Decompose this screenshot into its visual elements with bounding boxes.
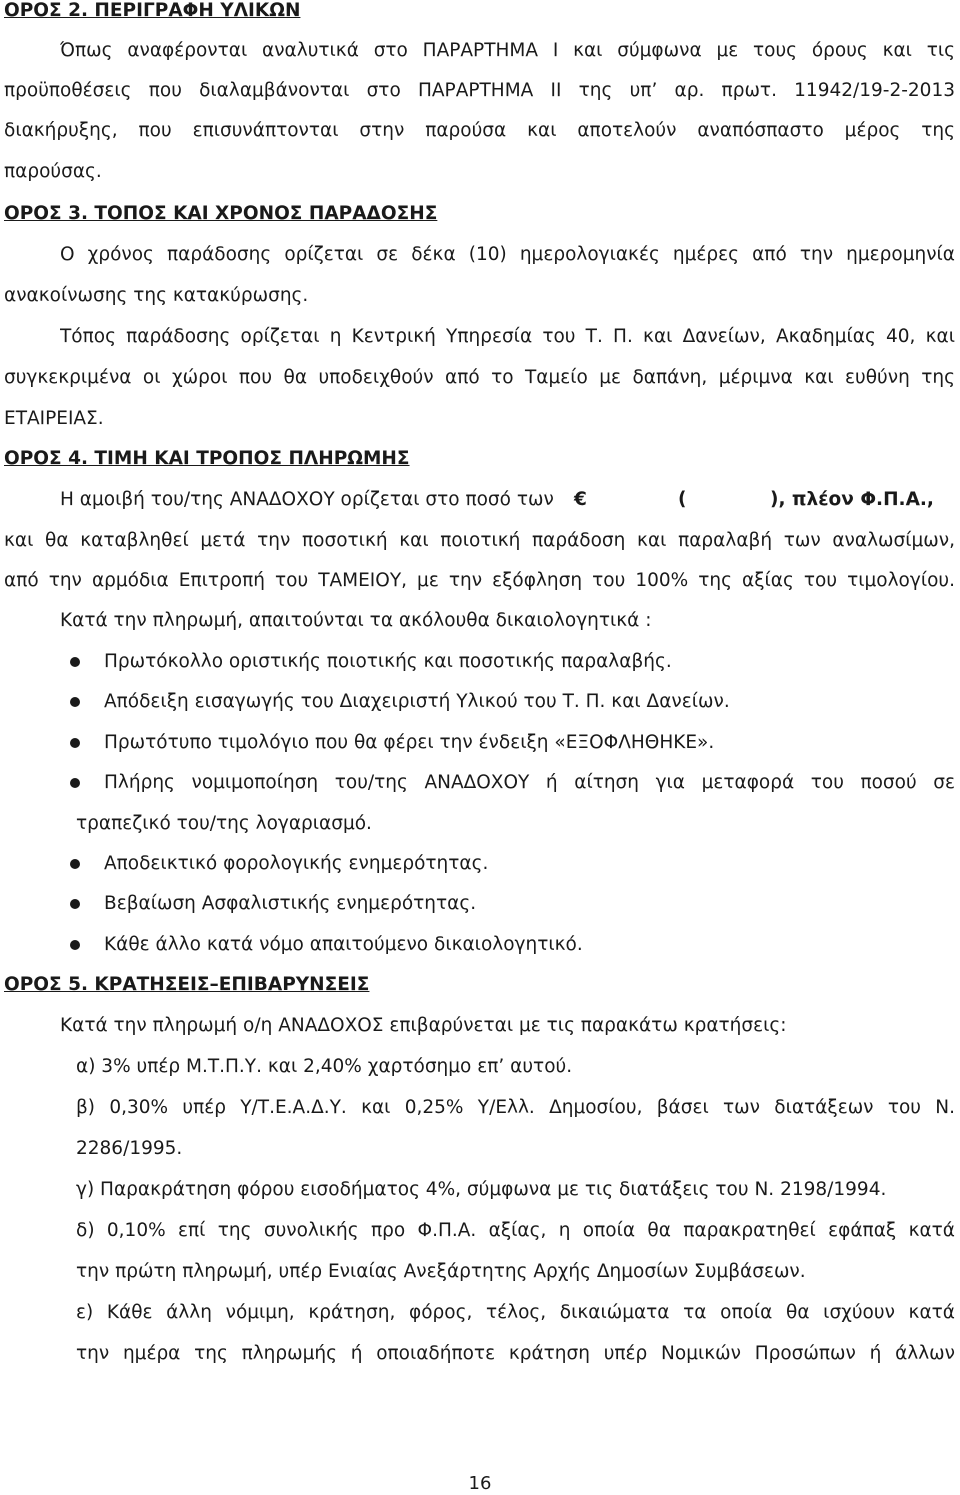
list-item-continuation: τραπεζικό του/της λογαριασμό. (76, 813, 372, 834)
bullet-dot (70, 738, 80, 748)
list-item-continuation: την πρώτη πληρωμή, υπέρ Ενιαίας Ανεξάρτητης Αρχής Δημοσίων Συμβάσεων. (76, 1261, 806, 1282)
currency-symbol: € (574, 489, 587, 510)
list-item: Κάθε άλλο κατά νόμο απαιτούμενο δικαιολογητικό. (104, 934, 583, 955)
paragraph-line: από την αρμόδια Επιτροπή του ΤΑΜΕΙΟΥ, με την εξόφληση του 100% της αξίας του τιμολογίου. (4, 570, 955, 591)
paragraph-line: Ο χρόνος παράδοσης ορίζεται σε δέκα (10) ημερολογιακές ημέρες από την ημερομηνία (60, 244, 955, 265)
list-item: δ) 0,10% επί της συνολικής προ Φ.Π.Α. αξίας, η οποία θα παρακρατηθεί εφάπαξ κατά (76, 1220, 955, 1241)
list-item-continuation: την ημέρα της πληρωμής ή οποιαδήποτε κράτηση υπέρ Νομικών Προσώπων ή άλλων (76, 1343, 955, 1364)
paragraph-line: παρούσας. (4, 161, 102, 182)
price-open-paren: ( (678, 489, 687, 510)
paragraph-line: και θα καταβληθεί μετά την ποσοτική και ποιοτική παράδοση και παραλαβή των αναλωσίμων, (4, 530, 955, 551)
list-item: Πλήρης νομιμοποίηση του/της ΑΝΑΔΟΧΟΥ ή αίτηση για μεταφορά του ποσού σε (104, 772, 955, 793)
list-item: γ) Παρακράτηση φόρου εισοδήματος 4%, σύμφωνα με τις διατάξεις του Ν. 2198/1994. (76, 1179, 887, 1200)
bullet-dot (70, 697, 80, 707)
list-item: α) 3% υπέρ Μ.Τ.Π.Υ. και 2,40% χαρτόσημο επ’ αυτού. (76, 1056, 573, 1077)
paragraph-line: συγκεκριμένα οι χώροι που θα υποδειχθούν από το Ταμείο με δαπάνη, μέριμνα και ευθύνη της (4, 367, 955, 388)
paragraph-line: Όπως αναφέρονται αναλυτικά στο ΠΑΡΑΡΤΗΜΑ Ι και σύμφωνα με τους όρους και τις (60, 40, 955, 61)
list-item: Πρωτόκολλο οριστικής ποιοτικής και ποσοτικής παραλαβής. (104, 651, 672, 672)
bullet-dot (70, 899, 80, 909)
paragraph-line: ΕΤΑΙΡΕΙΑΣ. (4, 408, 104, 429)
section-3-heading: ΟΡΟΣ 3. ΤΟΠΟΣ ΚΑΙ ΧΡΟΝΟΣ ΠΑΡΑΔΟΣΗΣ (4, 203, 438, 224)
list-item: Βεβαίωση Ασφαλιστικής ενημερότητας. (104, 893, 477, 914)
list-item-continuation: 2286/1995. (76, 1138, 183, 1159)
paragraph-line: διακήρυξης, που επισυνάπτονται στην παρούσα και αποτελούν αναπόσπαστο μέρος της (4, 120, 955, 141)
list-item: Αποδεικτικό φορολογικής ενημερότητας. (104, 853, 489, 874)
list-item: ε) Κάθε άλλη νόμιμη, κράτηση, φόρος, τέλος, δικαιώματα τα οποία θα ισχύουν κατά (76, 1302, 955, 1323)
bullet-dot (70, 657, 80, 667)
paragraph-line: ανακοίνωσης της κατακύρωσης. (4, 285, 309, 306)
page-number: 16 (468, 1473, 492, 1494)
price-prefix: Η αμοιβή του/της ΑΝΑΔΟΧΟΥ ορίζεται στο ποσό των (60, 489, 554, 510)
section-5-heading: ΟΡΟΣ 5. ΚΡΑΤΗΣΕΙΣ–ΕΠΙΒΑΡΥΝΣΕΙΣ (4, 974, 370, 995)
section-2-heading: ΟΡΟΣ 2. ΠΕΡΙΓΡΑΦΗ ΥΛΙΚΩΝ (4, 0, 301, 21)
paragraph-line: Κατά την πληρωμή, απαιτούνται τα ακόλουθα δικαιολογητικά : (60, 610, 652, 631)
bullet-dot (70, 778, 80, 788)
paragraph-line: προϋποθέσεις που διαλαμβάνονται στο ΠΑΡΑΡΤΗΜΑ ΙΙ της υπ’ αρ. πρωτ. 11942/19-2-2013 (4, 80, 955, 101)
price-suffix: ), πλέον Φ.Π.Α., (770, 489, 934, 510)
bullet-dot (70, 940, 80, 950)
list-item: β) 0,30% υπέρ Υ/Τ.Ε.Α.Δ.Υ. και 0,25% Υ/Ελλ. Δημοσίου, βάσει των διατάξεων του Ν. (76, 1097, 955, 1118)
list-item: Απόδειξη εισαγωγής του Διαχειριστή Υλικού του Τ. Π. και Δανείων. (104, 691, 730, 712)
paragraph-line: Τόπος παράδοσης ορίζεται η Κεντρική Υπηρεσία του Τ. Π. και Δανείων, Ακαδημίας 40, και (60, 326, 955, 347)
section-4-heading: ΟΡΟΣ 4. ΤΙΜΗ ΚΑΙ ΤΡΟΠΟΣ ΠΛΗΡΩΜΗΣ (4, 448, 410, 469)
paragraph-line: Κατά την πληρωμή ο/η ΑΝΑΔΟΧΟΣ επιβαρύνεται με τις παρακάτω κρατήσεις: (60, 1015, 787, 1036)
bullet-dot (70, 859, 80, 869)
list-item: Πρωτότυπο τιμολόγιο που θα φέρει την ένδειξη «ΕΞΟΦΛΗΘΗΚΕ». (104, 732, 715, 753)
